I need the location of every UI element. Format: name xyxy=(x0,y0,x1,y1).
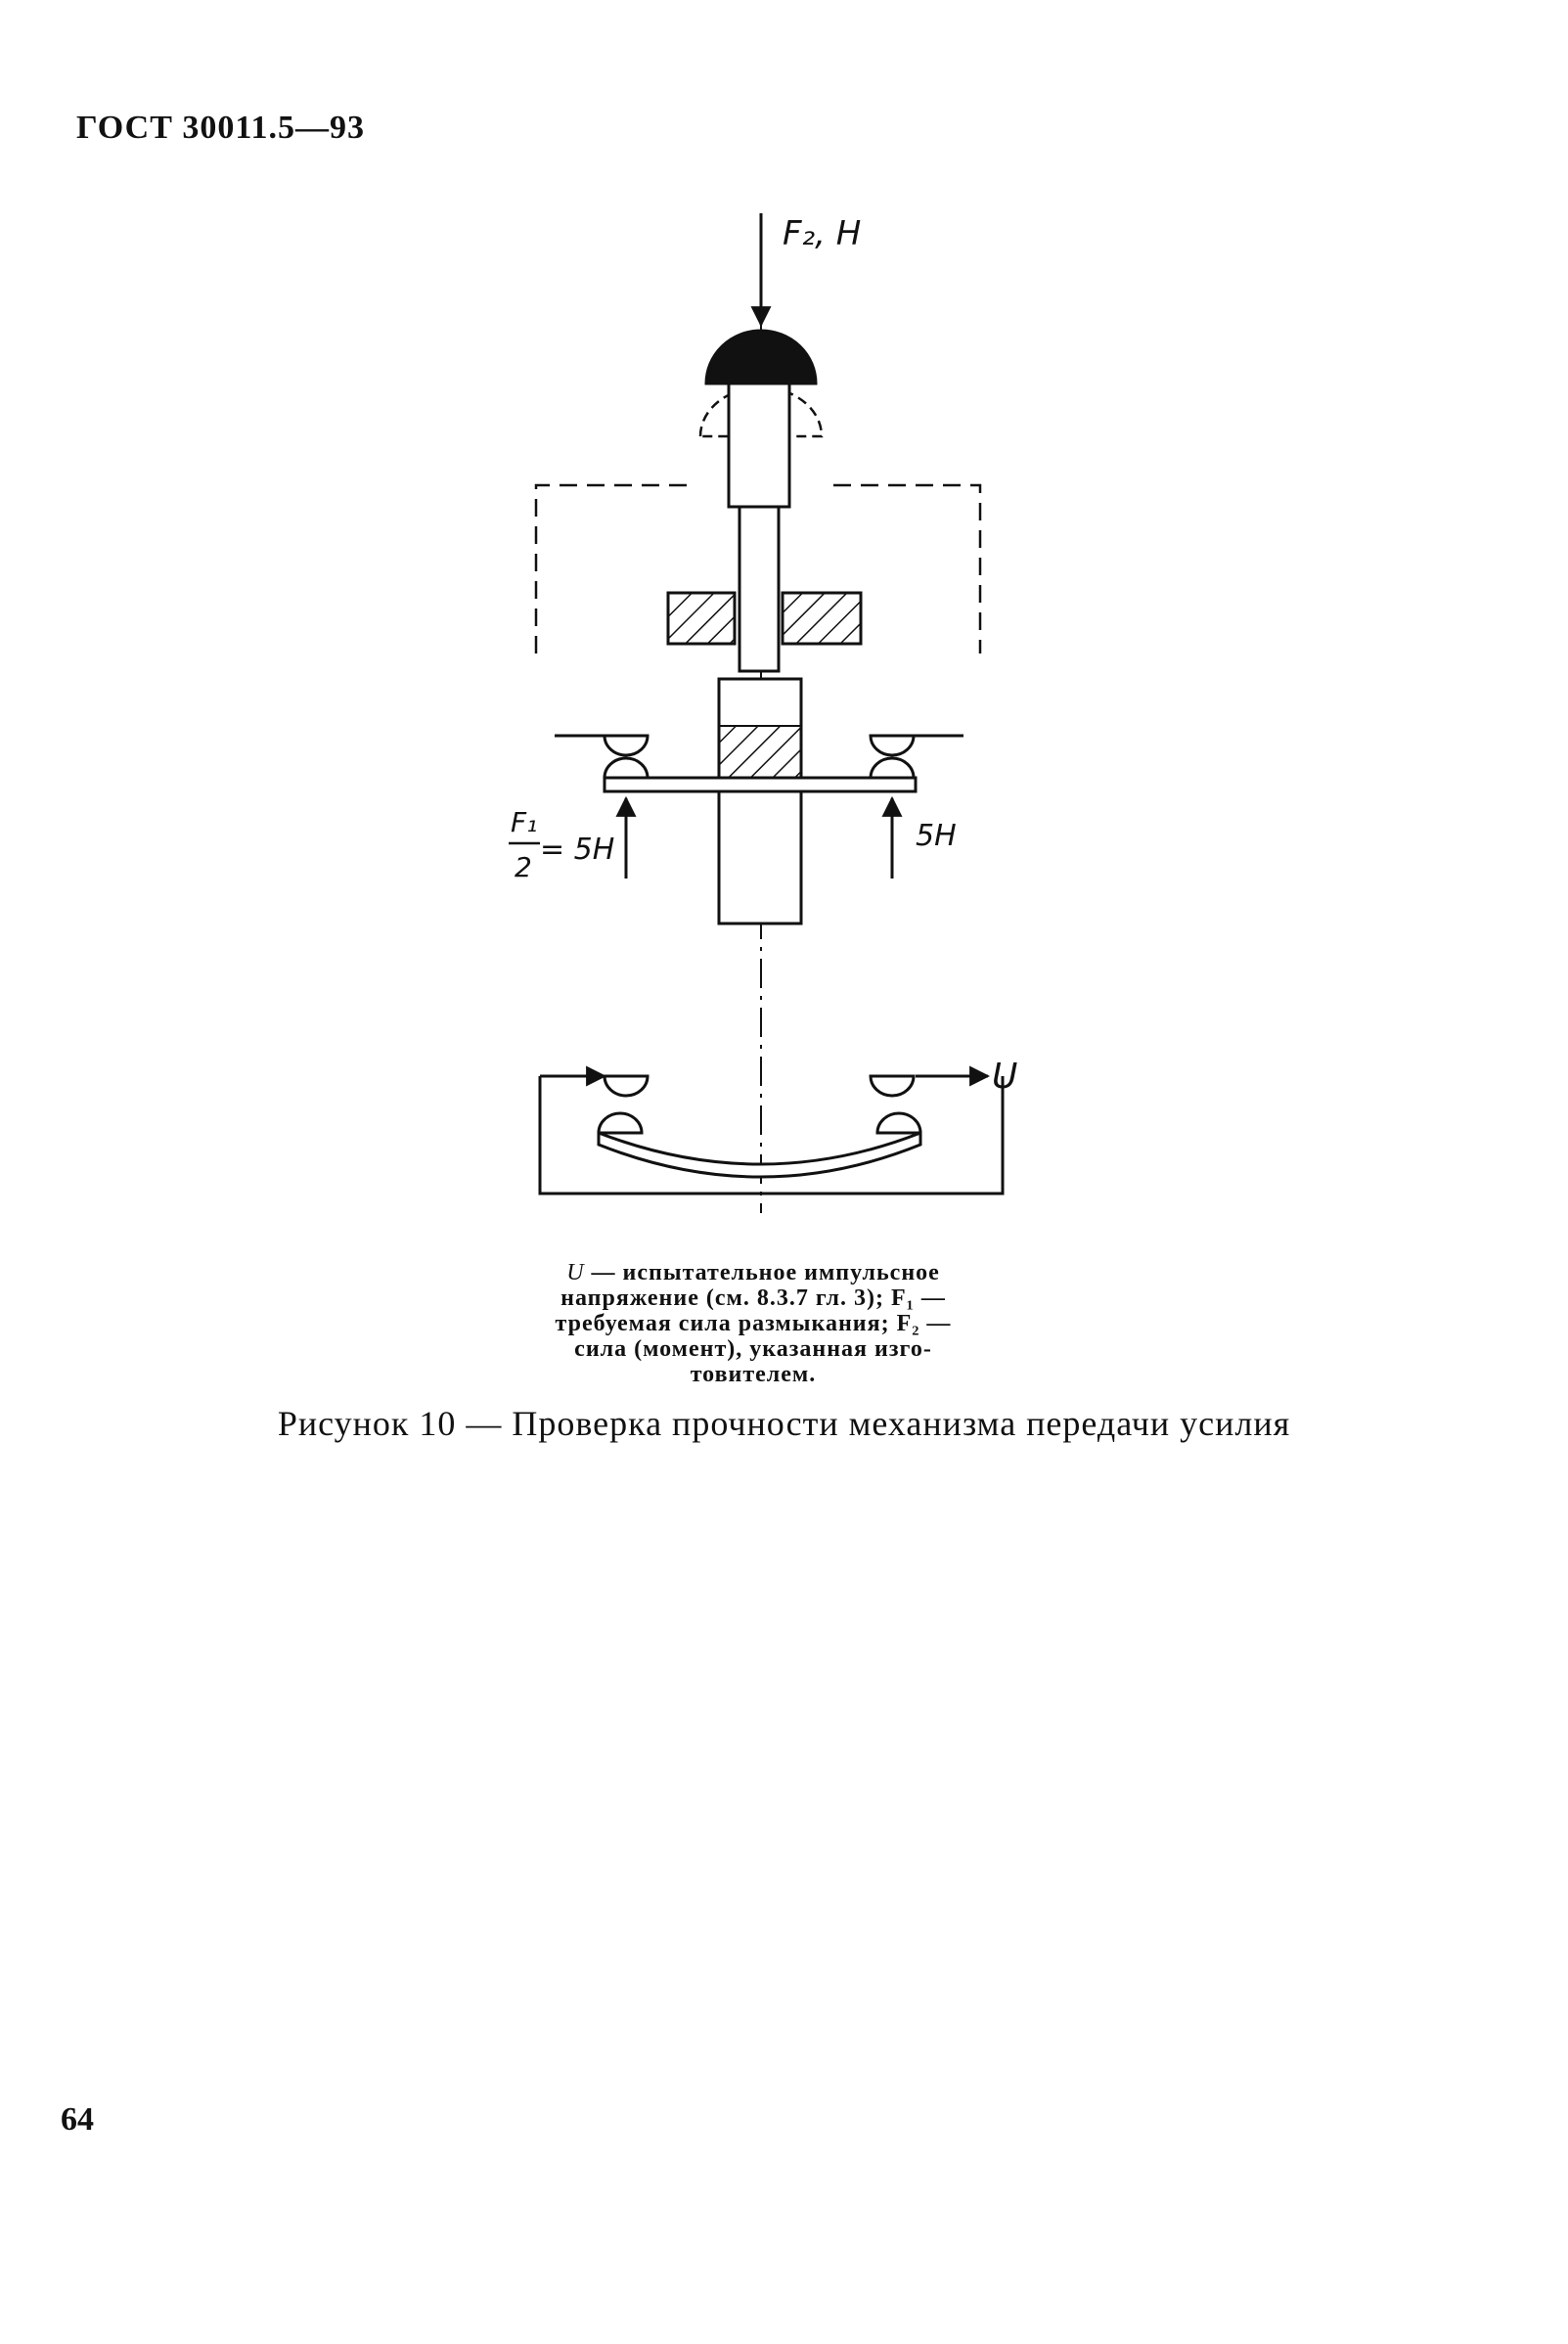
voltage-label: U xyxy=(992,1057,1018,1097)
document-header: ГОСТ 30011.5—93 xyxy=(76,110,366,146)
legend-symbol-u: U xyxy=(566,1260,585,1285)
page-number: 64 xyxy=(61,2101,94,2138)
contact-left-upper xyxy=(605,736,648,755)
legend-line-3: требуемая сила размыкания; F₂ — xyxy=(555,1311,952,1336)
half-force-denominator: 2 xyxy=(515,851,532,883)
figure-legend xyxy=(489,1260,1017,1387)
circuit-contact-left-upper xyxy=(605,1076,648,1096)
lower-body xyxy=(719,679,801,924)
force-label-top: F₂, Н xyxy=(783,214,862,253)
legend-line-1: — испытательное импульсное xyxy=(584,1260,940,1285)
plunger-upper xyxy=(729,383,789,507)
contact-bridge xyxy=(605,778,916,791)
circuit-contact-right-lower xyxy=(877,1113,920,1133)
legend-line-5: товителем. xyxy=(690,1362,817,1387)
figure-caption: Рисунок 10 — Проверка прочности механизма передачи усилия xyxy=(277,1404,1291,1443)
contact-right-upper xyxy=(871,736,914,755)
guide-plate-right xyxy=(783,593,861,644)
legend-line-2: напряжение (см. 8.3.7 гл. 3); F₁ — xyxy=(560,1285,946,1311)
plunger-rod xyxy=(739,507,779,671)
force-label-right: 5Н xyxy=(916,819,957,853)
contact-left-lower xyxy=(605,758,648,778)
circuit-contact-left-lower xyxy=(599,1113,642,1133)
bent-bridge xyxy=(599,1133,920,1177)
lower-body-hatched-part xyxy=(719,726,801,779)
circuit-contact-right-upper xyxy=(871,1076,914,1096)
guide-plate-left xyxy=(668,593,735,644)
button-cap xyxy=(706,331,816,383)
half-force-numerator: F₁ xyxy=(511,806,538,838)
half-force-value: = 5Н xyxy=(540,833,615,867)
legend-line-4: сила (момент), указанная изго- xyxy=(574,1336,932,1362)
contact-right-lower xyxy=(871,758,914,778)
